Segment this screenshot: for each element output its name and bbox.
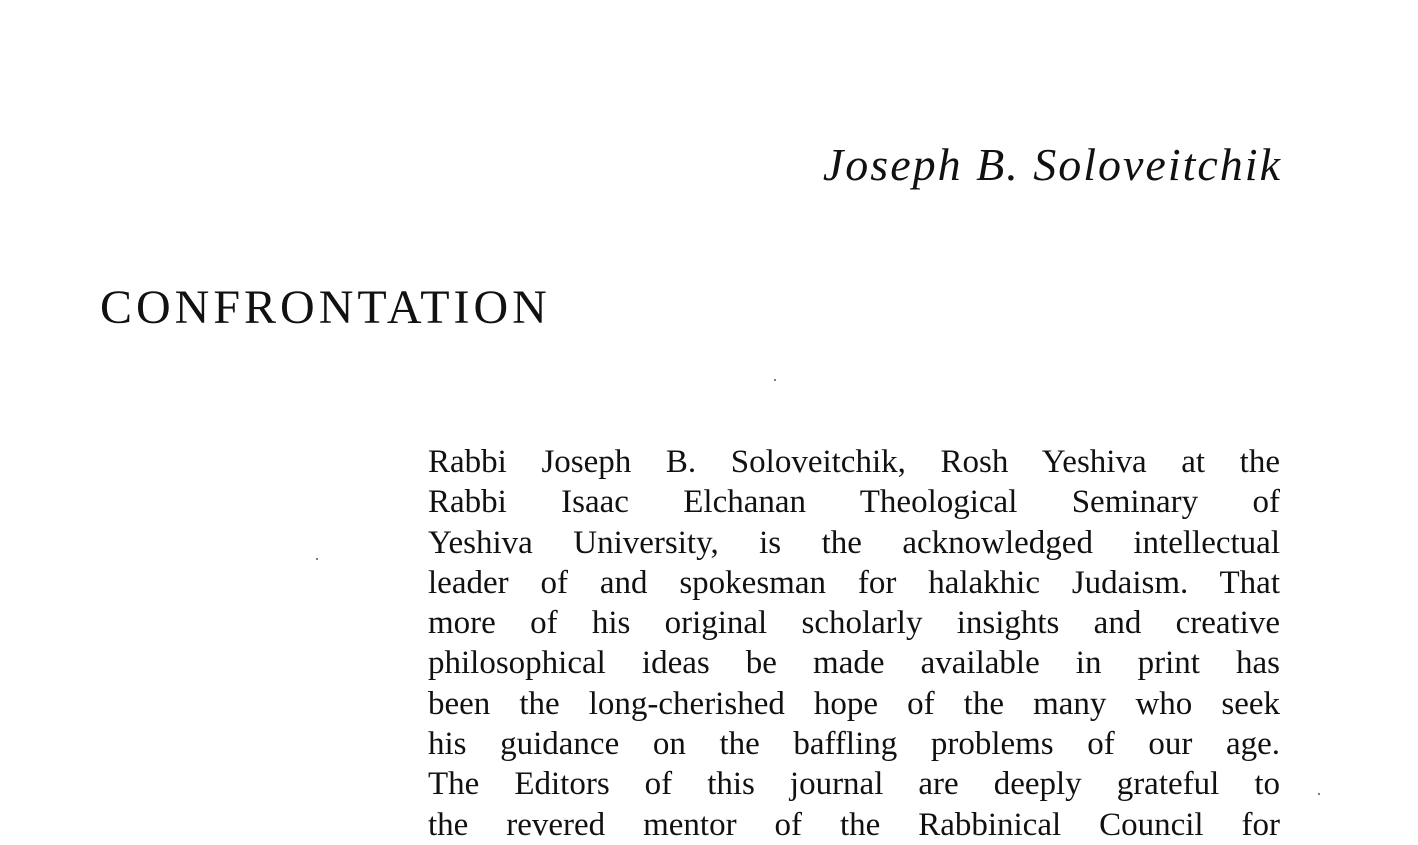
intro-line: Yeshiva University, is the acknowledged intellectual (428, 524, 1280, 561)
intro-line: the revered mentor of the Rabbinical Council for (428, 806, 1280, 843)
scan-speck (316, 558, 318, 560)
page-title: CONFRONTATION (100, 281, 551, 334)
intro-line: Rabbi Isaac Elchanan Theological Seminary of (428, 484, 1280, 521)
intro-line: been the long-cherished hope of the many who seek (428, 685, 1280, 722)
scan-speck (774, 379, 776, 381)
intro-paragraph (428, 442, 1280, 845)
intro-line: The Editors of this journal are deeply grateful to (428, 766, 1280, 803)
intro-line: his guidance on the baffling problems of our age. (428, 726, 1280, 763)
intro-line: more of his original scholarly insights and creative (428, 605, 1280, 642)
intro-line: Rabbi Joseph B. Soloveitchik, Rosh Yeshiva at the (428, 444, 1280, 480)
intro-line: philosophical ideas be made available in print has (428, 645, 1280, 682)
scan-speck (1318, 793, 1320, 795)
intro-line: leader of and spokesman for halakhic Judaism. That (428, 564, 1280, 601)
author-name: Joseph B. Soloveitchik (822, 139, 1282, 190)
